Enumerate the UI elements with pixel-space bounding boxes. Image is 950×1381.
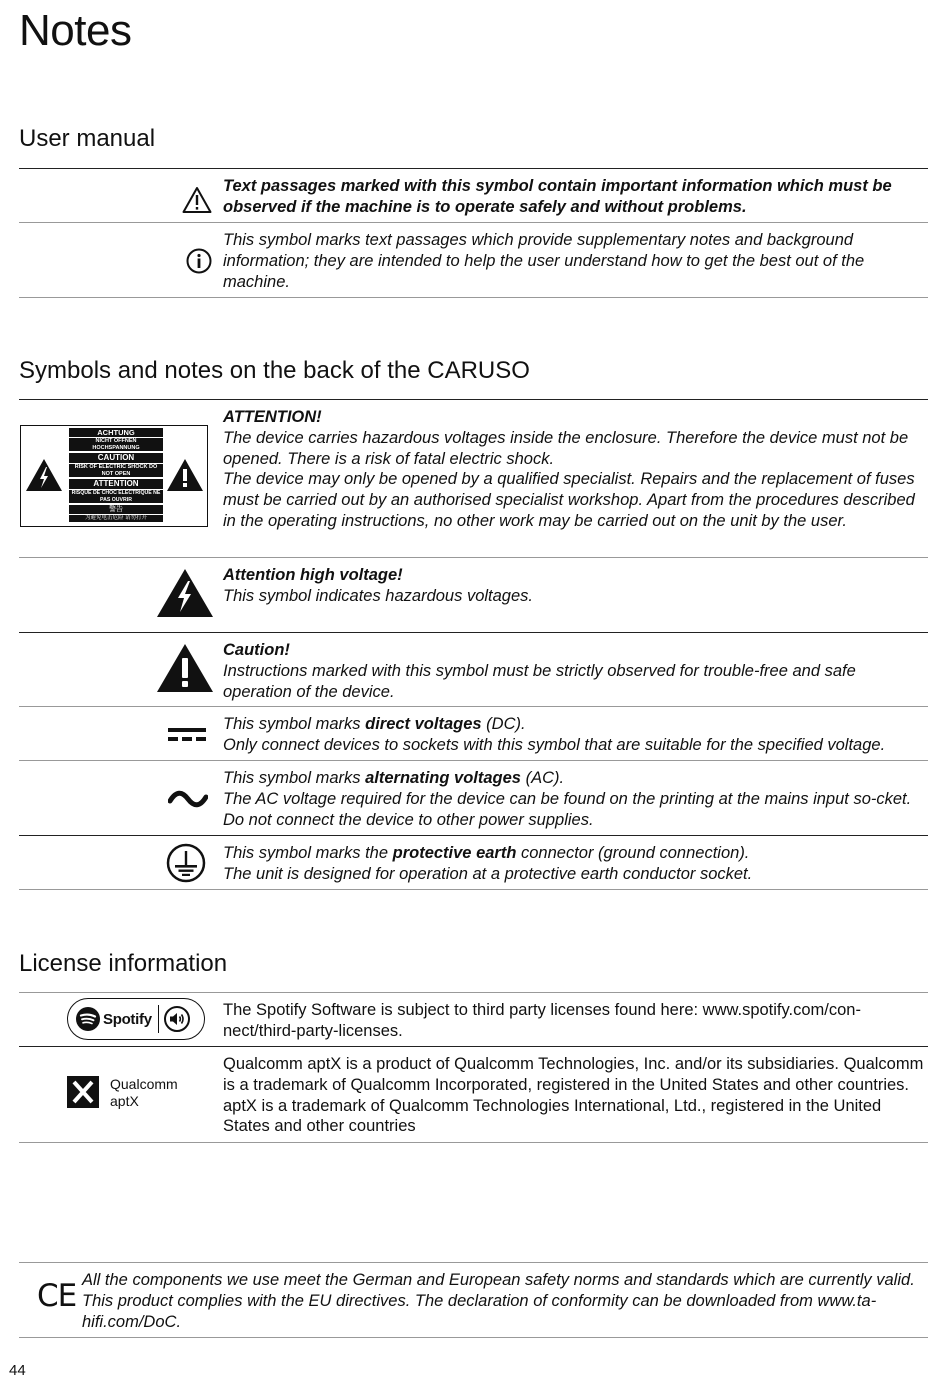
caution-exclamation-icon [155, 641, 215, 695]
aptx-icon [67, 1076, 99, 1108]
logo-separator [158, 1005, 160, 1033]
info-icon [185, 247, 213, 275]
dc-text-post: (DC). [481, 715, 526, 733]
divider [19, 297, 928, 298]
attention-paragraph-1: The device carries hazardous voltages inside the enclosure. Therefore the device must not be opened. There is a risk of fatal electric shock. [223, 428, 909, 468]
warning-text: Text passages marked with this symbol contain important information which must be observed if the machine is to operate safely and without problems. [223, 177, 892, 216]
earth-text-pre: This symbol marks the [223, 844, 393, 862]
qualcomm-aptx-logo [67, 1076, 207, 1112]
page-title: Notes [19, 6, 132, 55]
label-attention: ATTENTION [69, 479, 163, 489]
divider [19, 1337, 928, 1338]
warning-triangle-icon [181, 184, 213, 216]
dc-text-line2: Only connect devices to sockets with this symbol that are suitable for the specified voltage. [223, 735, 886, 754]
ac-text-pre: This symbol marks [223, 769, 366, 787]
caution-text: Instructions marked with this symbol must be strictly observed for trouble-free and safe operation of the device. [223, 661, 856, 701]
protective-earth-icon [165, 842, 207, 884]
divider [19, 1262, 928, 1263]
exclamation-triangle-icon [166, 458, 204, 492]
ac-text-post: (AC). [520, 769, 565, 787]
ac-voltage-icon [167, 788, 209, 810]
attention-paragraph-2: The device may only be opened by a qualified specialist. Repairs and the replacement of fuses must be carried out by an authorised specialist workshop. Apart from the procedures described in the operating instructions, no other work may be carried out on the unit by the user. [223, 470, 915, 530]
ac-text-line2: The AC voltage required for the device can be found on the printing at the mains input so-cket. Do not connect the device to other power supplies. [223, 789, 912, 829]
high-voltage-row [19, 557, 928, 632]
speaker-icon [164, 1006, 190, 1032]
label-caution-sub: RISK OF ELECTRIC SHOCK DO NOT OPEN [69, 464, 163, 477]
earth-text-post: connector (ground connection). [516, 844, 750, 862]
earth-text-bold: protective earth [392, 844, 517, 862]
aptx-wordmark: aptX [110, 1093, 139, 1109]
qualcomm-row [19, 1046, 928, 1142]
high-voltage-text: This symbol indicates hazardous voltages. [223, 586, 533, 605]
label-attention-sub: RISQUE DE CHOC ELECTRIQUE NE PAS OUVRIR [69, 490, 163, 503]
label-achtung: ACHTUNG [69, 428, 163, 437]
dc-row [19, 706, 928, 760]
section-title-user-manual: User manual [19, 125, 156, 152]
spotify-row [19, 992, 928, 1046]
qualcomm-wordmark: Qualcomm [110, 1076, 178, 1092]
lightning-triangle-icon [25, 458, 63, 492]
ce-compliance-text: All the components we use meet the German and European safety norms and standards which are currently valid. This product complies with the EU directives. The declaration of conformity can be downloaded from www.ta-hifi.com/DoC. [82, 1271, 915, 1331]
warning-label-image [20, 425, 208, 527]
dc-voltage-icon [165, 725, 209, 745]
spotify-icon [76, 1007, 100, 1031]
section-title-symbols: Symbols and notes on the back of the CARUSO [19, 357, 530, 384]
earth-row [19, 835, 928, 889]
label-achtung-sub: NICHT ÖFFNEN HOCHSPANNUNG [69, 438, 163, 451]
high-voltage-icon [155, 566, 215, 620]
qualcomm-license-text: Qualcomm aptX is a product of Qualcomm Technologies, Inc. and/or its subsidiaries. Qualcomm is a trademark of Qualcomm Incorporated, registered in the United States and other countries. aptX is a trademark of Qualcomm Technologies International, Ltd., registered in the United States and other countries [223, 1055, 924, 1136]
caution-heading: Caution! [223, 641, 290, 659]
section-title-license: License information [19, 950, 228, 977]
user-manual-warning-row [19, 168, 928, 222]
ce-mark: CE [37, 1278, 77, 1314]
divider [19, 889, 928, 890]
spotify-wordmark: Spotify [103, 1010, 152, 1028]
earth-text-line2: The unit is designed for operation at a protective earth conductor socket. [223, 864, 753, 883]
info-text: This symbol marks text passages which provide supplementary notes and background information; they are intended to help the user understand how to get the best out of the machine. [223, 231, 865, 291]
page-number: 44 [9, 1362, 26, 1379]
dc-text-bold: direct voltages [365, 715, 482, 733]
dc-text-pre: This symbol marks [223, 715, 366, 733]
attention-row [19, 399, 928, 557]
attention-heading: ATTENTION! [223, 408, 322, 426]
user-manual-info-row [19, 222, 928, 297]
spotify-logo [67, 998, 205, 1040]
ac-row [19, 760, 928, 835]
label-cn-title: 警告 [69, 505, 163, 514]
caution-row [19, 632, 928, 706]
high-voltage-heading: Attention high voltage! [223, 566, 403, 584]
label-caution: CAUTION [69, 453, 163, 463]
spotify-license-text: The Spotify Software is subject to third party licenses found here: www.spotify.com/con-nect/third-party-licenses. [223, 1001, 861, 1040]
label-cn-sub: 为避免电击危险 请勿打开 [69, 515, 163, 522]
divider [19, 1142, 928, 1143]
ac-text-bold: alternating voltages [365, 769, 521, 787]
